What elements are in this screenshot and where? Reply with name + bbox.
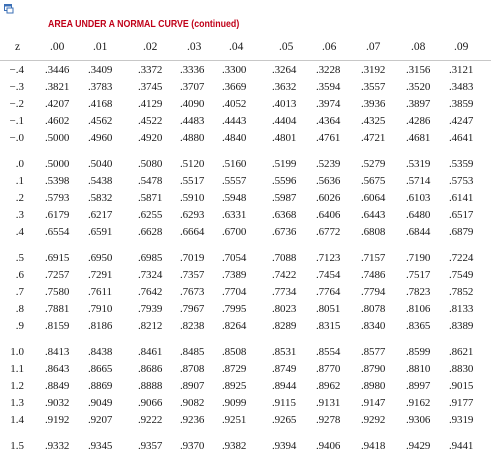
table-cell: .5832 [88,192,113,204]
table-cell: .7995 [222,303,247,315]
table-cell: .9207 [88,414,113,426]
table-row [0,62,497,78]
table-cell: .7517 [406,269,431,281]
table-cell: .8133 [449,303,474,315]
table-cell: .5675 [361,175,386,187]
row-z-value: 1.5 [10,440,24,452]
table-cell: .5596 [272,175,297,187]
table-row [0,438,497,454]
table-cell: .5000 [45,132,70,144]
table-cell: .5398 [45,175,70,187]
table-row [0,96,497,112]
table-row [0,250,497,266]
table-cell: .5478 [138,175,163,187]
table-cell: .7910 [88,303,113,315]
table-cell: .8770 [316,363,341,375]
table-cell: .7673 [180,286,205,298]
table-cell: .6179 [45,209,70,221]
table-cell: .6368 [272,209,297,221]
table-cell: .3372 [138,64,163,76]
table-cell: .9429 [406,440,431,452]
table-row [0,113,497,129]
table-row [0,301,497,317]
table-cell: .3669 [222,81,247,93]
table-cell: .6480 [406,209,431,221]
table-cell: .8485 [180,346,205,358]
window-restore-icon [4,4,14,14]
table-cell: .3300 [222,64,247,76]
table-cell: .7967 [180,303,205,315]
table-cell: .5557 [222,175,247,187]
table-cell: .6628 [138,226,163,238]
table-cell: .7939 [138,303,163,315]
table-cell: .5120 [180,158,205,170]
table-cell: .8980 [361,380,386,392]
table-cell: .4801 [272,132,297,144]
table-cell: .9382 [222,440,247,452]
table-cell: .3264 [272,64,297,76]
table-cell: .6103 [406,192,431,204]
table-cell: .8997 [406,380,431,392]
table-cell: .4364 [316,115,341,127]
table-cell: .7088 [272,252,297,264]
table-cell: .6406 [316,209,341,221]
table-cell: .6985 [138,252,163,264]
table-cell: .7823 [406,286,431,298]
table-cell: .4681 [406,132,431,144]
table-row [0,267,497,283]
table-cell: .3707 [180,81,205,93]
table-cell: .3859 [449,98,474,110]
table-cell: .3156 [406,64,431,76]
table-cell: .6141 [449,192,474,204]
table-cell: .5987 [272,192,297,204]
table-cell: .6064 [361,192,386,204]
table-cell: .3192 [361,64,386,76]
table-cell: .8708 [180,363,205,375]
table-cell: .9306 [406,414,431,426]
table-cell: .7549 [449,269,474,281]
table-cell: .8023 [272,303,297,315]
table-row [0,395,497,411]
table-cell: .9370 [180,440,205,452]
table-cell: .9131 [316,397,341,409]
table-cell: .8508 [222,346,247,358]
table-cell: .3821 [45,81,70,93]
table-cell: .4247 [449,115,474,127]
table-cell: .9099 [222,397,247,409]
table-cell: .8749 [272,363,297,375]
table-cell: .5438 [88,175,113,187]
column-header-z: z [15,41,21,53]
table-cell: .4880 [180,132,205,144]
table-cell: .4960 [88,132,113,144]
table-cell: .5714 [406,175,431,187]
row-z-value: .3 [15,209,24,221]
table-cell: .6772 [316,226,341,238]
table-cell: .8665 [88,363,113,375]
table-cell: .9418 [361,440,386,452]
table-row [0,344,497,360]
column-header-06: .06 [322,41,337,53]
table-cell: .4207 [45,98,70,110]
column-header-03: .03 [187,41,202,53]
table-cell: .8599 [406,346,431,358]
table-cell: .8962 [316,380,341,392]
table-cell: .3783 [88,81,113,93]
table-cell: .6950 [88,252,113,264]
table-cell: .9192 [45,414,70,426]
table-cell: .9162 [406,397,431,409]
table-cell: .8106 [406,303,431,315]
table-cell: .8238 [180,320,205,332]
table-cell: .3594 [316,81,341,93]
table-cell: .5517 [180,175,205,187]
table-cell: .7224 [449,252,474,264]
table-cell: .7422 [272,269,297,281]
table-cell: .8643 [45,363,70,375]
table-cell: .8790 [361,363,386,375]
table-cell: .7764 [316,286,341,298]
table-cell: .6591 [88,226,113,238]
row-z-value: −.2 [9,98,24,110]
table-cell: .5239 [316,158,341,170]
row-z-value: .2 [15,192,24,204]
table-cell: .3336 [180,64,205,76]
table-cell: .8925 [222,380,247,392]
table-cell: .6915 [45,252,70,264]
table-cell: .3520 [406,81,431,93]
table-cell: .9278 [316,414,341,426]
table-cell: .7611 [88,286,112,298]
table-cell: .4325 [361,115,386,127]
table-cell: .8212 [138,320,163,332]
table-cell: .8849 [45,380,70,392]
table-cell: .4013 [272,98,297,110]
table-cell: .4404 [272,115,297,127]
table-cell: .9115 [272,397,296,409]
table-cell: .5636 [316,175,341,187]
table-cell: .9406 [316,440,341,452]
table-cell: .8365 [406,320,431,332]
table-cell: .9441 [449,440,474,452]
table-cell: .7580 [45,286,70,298]
table-cell: .4286 [406,115,431,127]
table-cell: .4052 [222,98,247,110]
table-cell: .8159 [45,320,70,332]
table-cell: .9082 [180,397,205,409]
table-cell: .3936 [361,98,386,110]
table-cell: .9032 [45,397,70,409]
table-cell: .6700 [222,226,247,238]
table-cell: .5000 [45,158,70,170]
table-cell: .3632 [272,81,297,93]
table-cell: .8389 [449,320,474,332]
table-cell: .4483 [180,115,205,127]
table-cell: .7642 [138,286,163,298]
table-cell: .7704 [222,286,247,298]
table-cell: .3483 [449,81,474,93]
table-row [0,173,497,189]
row-z-value: 1.3 [10,397,24,409]
table-cell: .6026 [316,192,341,204]
table-cell: .3121 [449,64,474,76]
table-cell: .6554 [45,226,70,238]
column-header-07: .07 [366,41,381,53]
table-cell: .4721 [361,132,386,144]
table-cell: .7454 [316,269,341,281]
table-cell: .7054 [222,252,247,264]
table-cell: .5080 [138,158,163,170]
table-row [0,190,497,206]
table-cell: .7190 [406,252,431,264]
table-cell: .9357 [138,440,163,452]
column-header-01: .01 [93,41,108,53]
table-cell: .3745 [138,81,163,93]
table-cell: .6217 [88,209,113,221]
table-row [0,361,497,377]
table-cell: .7157 [361,252,386,264]
table-cell: .5359 [449,158,474,170]
row-z-value: 1.4 [10,414,24,426]
table-cell: .9332 [45,440,70,452]
table-cell: .9015 [449,380,474,392]
table-row [0,378,497,394]
table-cell: .6255 [138,209,163,221]
table-cell: .9251 [222,414,247,426]
table-cell: .4840 [222,132,247,144]
table-cell: .8554 [316,346,341,358]
table-cell: .8686 [138,363,163,375]
table-cell: .4920 [138,132,163,144]
table-row [0,318,497,334]
table-cell: .5279 [361,158,386,170]
table-title: AREA UNDER A NORMAL CURVE (continued) [48,18,240,30]
table-cell: .9319 [449,414,474,426]
table-cell: .6443 [361,209,386,221]
column-header-09: .09 [454,41,469,53]
table-cell: .6879 [449,226,474,238]
table-cell: .7794 [361,286,386,298]
table-cell: .6844 [406,226,431,238]
table-cell: .4443 [222,115,247,127]
table-cell: .9345 [88,440,113,452]
table-cell: .8461 [138,346,163,358]
table-cell: .4129 [138,98,163,110]
table-cell: .8289 [272,320,297,332]
table-row [0,284,497,300]
table-cell: .7852 [449,286,474,298]
table-row [0,224,497,240]
column-header-04: .04 [229,41,244,53]
table-cell: .8810 [406,363,431,375]
row-z-value: 1.0 [10,346,24,358]
row-z-value: .7 [15,286,24,298]
row-z-value: .6 [15,269,24,281]
table-cell: .5910 [180,192,205,204]
table-cell: .5948 [222,192,247,204]
table-cell: .4168 [88,98,113,110]
row-z-value: .8 [15,303,24,315]
table-cell: .8869 [88,380,113,392]
table-cell: .8078 [361,303,386,315]
header-divider [0,60,491,61]
table-cell: .3409 [88,64,113,76]
column-header-02: .02 [143,41,158,53]
table-cell: .6293 [180,209,205,221]
table-cell: .5040 [88,158,113,170]
table-row [0,156,497,172]
table-cell: .7734 [272,286,297,298]
table-cell: .7291 [88,269,113,281]
table-cell: .9147 [361,397,386,409]
table-cell: .9292 [361,414,386,426]
table-cell: .9236 [180,414,205,426]
table-cell: .4641 [449,132,474,144]
row-z-value: .0 [15,158,24,170]
table-cell: .4090 [180,98,205,110]
table-cell: .9177 [449,397,474,409]
column-header-08: .08 [411,41,426,53]
table-cell: .7324 [138,269,163,281]
table-cell: .8315 [316,320,341,332]
table-cell: .5319 [406,158,431,170]
table-cell: .5753 [449,175,474,187]
row-z-value: 1.1 [10,363,24,375]
table-cell: .8888 [138,380,163,392]
row-z-value: −.3 [9,81,24,93]
table-cell: .5160 [222,158,247,170]
table-cell: .9222 [138,414,163,426]
table-cell: .7123 [316,252,341,264]
table-cell: .5871 [138,192,163,204]
table-cell: .6808 [361,226,386,238]
table-cell: .9394 [272,440,297,452]
table-cell: .4562 [88,115,113,127]
row-z-value: −.4 [9,64,24,76]
table-cell: .8944 [272,380,297,392]
table-cell: .6517 [449,209,474,221]
table-row [0,130,497,146]
table-cell: .8051 [316,303,341,315]
row-z-value: −.1 [9,115,24,127]
table-row [0,79,497,95]
table-cell: .6331 [222,209,247,221]
row-z-value: .9 [15,320,24,332]
table-cell: .8621 [449,346,474,358]
table-cell: .8438 [88,346,113,358]
column-header-row [0,40,497,56]
table-cell: .8340 [361,320,386,332]
column-header-00: .00 [50,41,65,53]
table-row [0,207,497,223]
table-cell: .9265 [272,414,297,426]
table-cell: .8531 [272,346,297,358]
table-cell: .6664 [180,226,205,238]
table-cell: .4522 [138,115,163,127]
table-cell: .5199 [272,158,297,170]
table-cell: .7019 [180,252,205,264]
table-row [0,412,497,428]
table-cell: .9049 [88,397,113,409]
table-cell: .7881 [45,303,70,315]
table-cell: .3557 [361,81,386,93]
column-header-05: .05 [279,41,294,53]
table-cell: .7357 [180,269,205,281]
table-cell: .3974 [316,98,341,110]
table-cell: .7257 [45,269,70,281]
table-cell: .8577 [361,346,386,358]
table-cell: .8413 [45,346,70,358]
table-cell: .6736 [272,226,297,238]
table-cell: .8830 [449,363,474,375]
table-cell: .7486 [361,269,386,281]
table-cell: .4761 [316,132,341,144]
table-cell: .8186 [88,320,113,332]
table-cell: .3897 [406,98,431,110]
row-z-value: .5 [15,252,24,264]
table-cell: .5793 [45,192,70,204]
row-z-value: .1 [15,175,24,187]
table-cell: .8729 [222,363,247,375]
table-cell: .7389 [222,269,247,281]
row-z-value: −.0 [9,132,24,144]
table-cell: .9066 [138,397,163,409]
row-z-value: .4 [15,226,24,238]
table-cell: .3446 [45,64,70,76]
table-cell: .8907 [180,380,205,392]
row-z-value: 1.2 [10,380,24,392]
table-cell: .4602 [45,115,70,127]
table-cell: .3228 [316,64,341,76]
table-cell: .8264 [222,320,247,332]
